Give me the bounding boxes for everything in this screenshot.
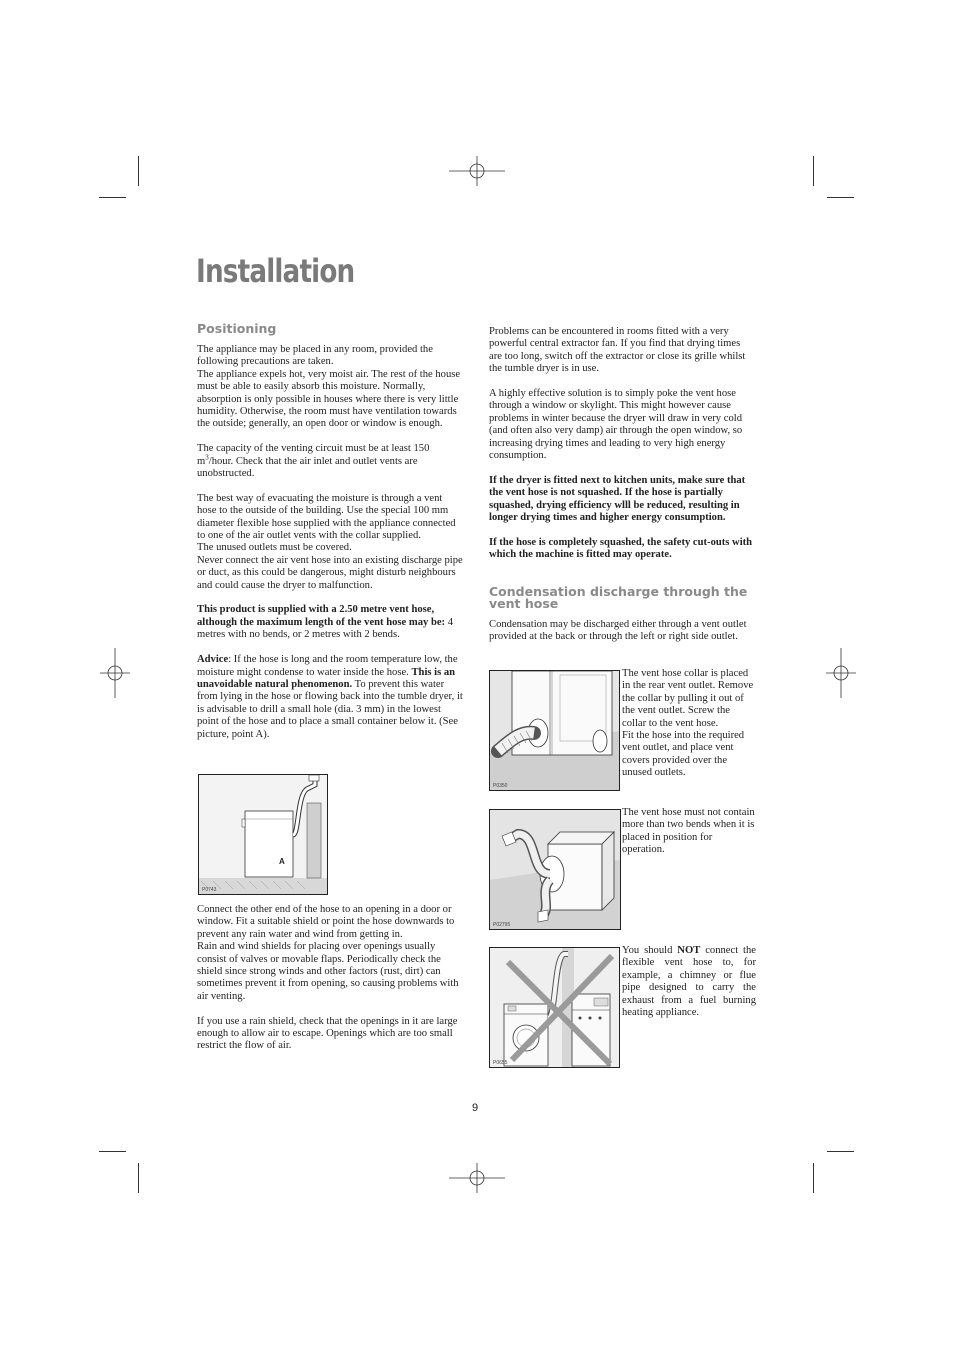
crop-mark xyxy=(813,1163,814,1193)
crop-mark xyxy=(99,197,126,198)
right-text-block xyxy=(489,326,753,562)
positioning-p5: The unused outlets must be covered. xyxy=(197,542,352,554)
registration-mark-bottom xyxy=(449,1163,505,1193)
positioning-p3: The capacity of the venting circuit must be at least 150 $m^3$/hour. Check that the air inlet and outlet vents are unobstructed. xyxy=(197,443,430,480)
right-p5: Condensation may be discharged either through a vent outlet provided at the back or through the left or right side outlet. xyxy=(489,619,747,643)
positioning-p4: The best way of evacuating the moisture is through a vent hose to the outside of the building. Use the special 100 mm diameter flexible hose supplied with the appliance connected to one of the air outlet vents with the collar supplied. xyxy=(197,492,456,542)
crop-mark xyxy=(813,156,814,186)
figure-code: P02795 xyxy=(493,922,511,928)
positioning-p10: Rain and wind shields for placing over openings usually consist of valves or movable flaps. Periodically check the shield since strong winds and other factors (rust, dirt) can sometimes prevent it from opening, so causing problems with air venting. xyxy=(197,941,459,1002)
figure-label-a: A xyxy=(279,857,285,866)
right-p1: Problems can be encountered in rooms fitted with a very powerful central extractor fan. If you find that drying times are too long, switch off the extractor or close its grille whilst the tumble dryer is in use. xyxy=(489,326,746,375)
page-title: Installation xyxy=(196,252,355,290)
right-p3: If the dryer is fitted next to kitchen units, make sure that the vent hose is not squashed. If the hose is partially squashed, drying efficiency wlll be reduced, resulting in longer drying times and higher energy consumption. xyxy=(489,474,746,524)
crop-mark xyxy=(827,1151,854,1152)
registration-mark-top xyxy=(449,156,505,186)
figure-code: P0743 xyxy=(202,887,217,893)
page-number: 9 xyxy=(472,1102,479,1114)
figure-vent-hose-drain xyxy=(198,774,328,895)
condensation-intro xyxy=(489,619,753,644)
positioning-p11: If you use a rain shield, check that the openings in it are large enough to allow air to escape. Openings which are too small restrict the flow of air. xyxy=(197,1015,458,1052)
fig4-caption: You should NOT connect the flexible vent hose to, for example, a chimney or flue pipe designed to carry the exhaust from a fuel burning heating appliance. xyxy=(622,945,756,1019)
figure-rear-vent-collar xyxy=(489,670,620,791)
right-p4: If the hose is completely squashed, the safety cut-outs with which the machine is fitted may operate. xyxy=(489,536,753,561)
fig3-caption: The vent hose must not contain more than two bends when it is placed in position for operation. xyxy=(622,807,755,856)
figure-code: P0350 xyxy=(493,783,508,789)
positioning-heading: Positioning xyxy=(197,321,277,336)
positioning-p9: Connect the other end of the hose to an opening in a door or window. Fit a suitable shield or point the hose downwards to prevent any rain water and wind from getting in. xyxy=(197,904,455,940)
positioning-text-block xyxy=(197,344,463,741)
registration-mark-right xyxy=(826,648,856,698)
positioning-p8: Advice: If the hose is long and the room temperature low, the moisture might condense to water inside the hose. This is an unavoidable natural phenomenon. To prevent this water from lying in the hose or flowing back into the tumble dryer, it is advisable to drill a small hole (dia. 3 mm) in the lowest point of the hose and to place a small container below it. (See picture, point A). xyxy=(197,654,463,740)
crop-mark xyxy=(99,1151,126,1152)
positioning-p1: The appliance may be placed in any room, provided the following precautions are taken. xyxy=(197,344,433,368)
positioning-p7: This product is supplied with a 2.50 metre vent hose, although the maximum length of the vent hose may be: 4 metres with no bends, or 2 metres with 2 bends. xyxy=(197,604,454,641)
crop-mark xyxy=(138,1163,139,1193)
right-p2: A highly effective solution is to simply poke the vent hose through a window or skylight. This might however cause problems in winter because the dryer will draw in very cold (and often also very damp) air through the open window, so increasing drying times and leading to very high energy consumption. xyxy=(489,388,743,462)
crop-mark xyxy=(827,197,854,198)
positioning-text-block-2 xyxy=(197,904,463,1053)
registration-mark-left xyxy=(100,648,130,698)
figure-hose-bends xyxy=(489,809,621,930)
positioning-p6: Never connect the air vent hose into an existing discharge pipe or duct, as this could be dangerous, might disturb neighbours and could cause the dryer to malfunction. xyxy=(197,554,463,591)
fig2-caption: The vent hose collar is placed in the rear vent outlet. Remove the collar by pulling it out of the vent outlet. Screw the collar to the vent hose. Fit the hose into the required vent outlet, and place vent covers provided over the unused outlets. xyxy=(622,668,754,779)
condensation-heading: Condensation discharge through the vent hose xyxy=(489,584,748,611)
crop-mark xyxy=(138,156,139,186)
figure-code: P0655 xyxy=(493,1060,508,1066)
positioning-p2: The appliance expels hot, very moist air. The rest of the house must be able to easily absorb this moisture. Normally, absorption is only possible in houses where there is very little humidity. Otherwise, the room must have ventilation towards the outside; generally, an open door or window is enough. xyxy=(197,368,461,430)
figure-no-chimney xyxy=(489,947,620,1068)
